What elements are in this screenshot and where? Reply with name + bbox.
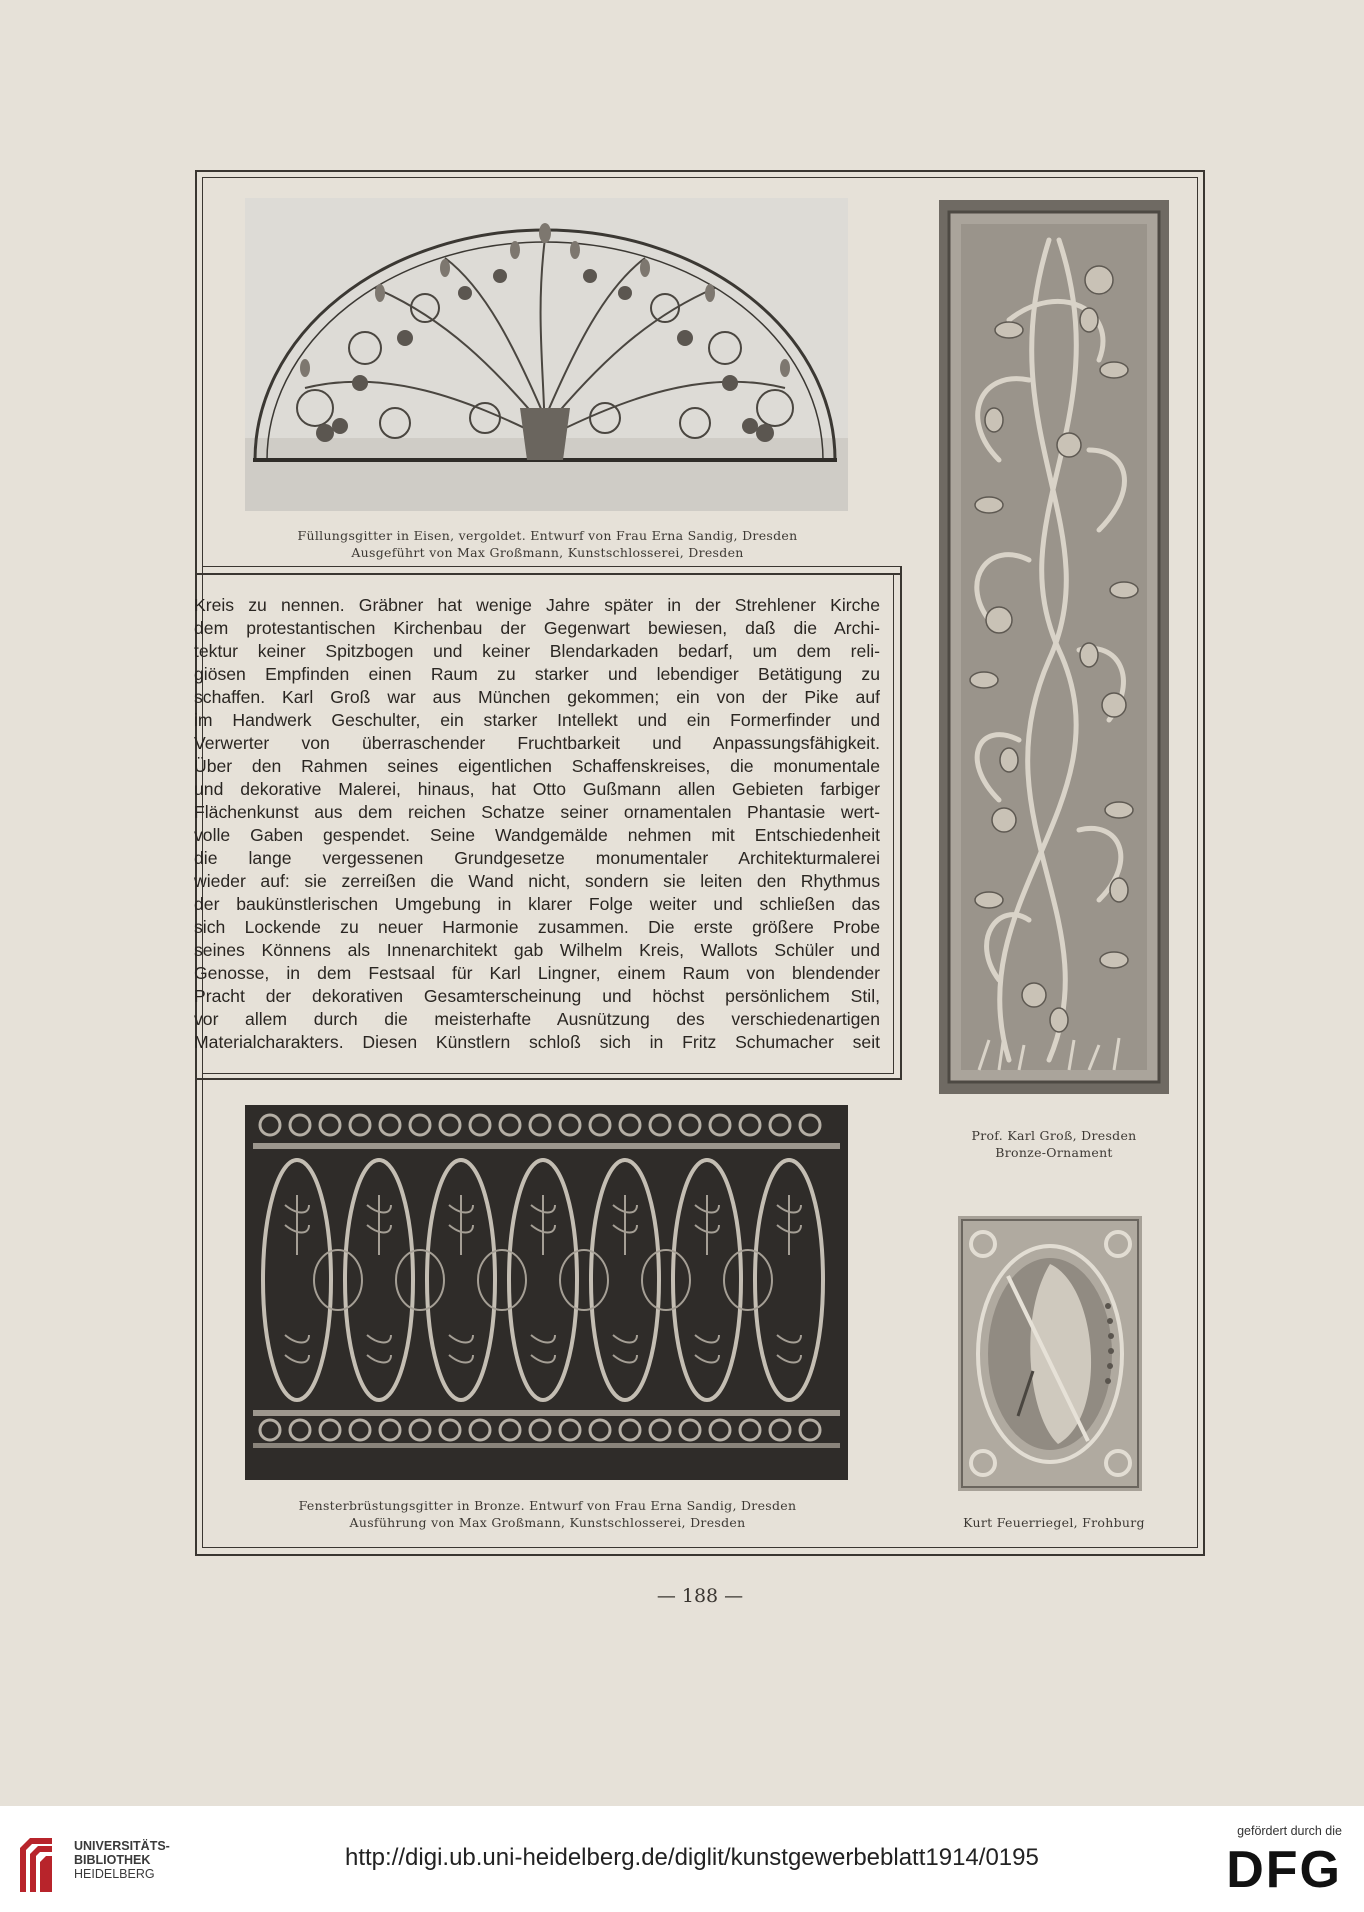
semicircle-grille-image — [245, 198, 848, 511]
bronze-caption-line-2: Bronze-Ornament — [995, 1145, 1113, 1160]
relief-caption-line-1: Kurt Feuerriegel, Frohburg — [963, 1515, 1145, 1530]
railing-photo — [245, 1105, 848, 1480]
relief-caption — [939, 1514, 1169, 1531]
article-line: dem protestantischen Kirchenbau der Gegenwart bewiesen, daß die Archi- — [194, 618, 880, 638]
article-line: seines Könnens als Innenarchitekt gab Wilhelm Kreis, Wallots Schüler und — [194, 940, 880, 960]
article-line: sich Lockende zu neuer Harmonie zusammen. Die erste größere Probe — [194, 917, 880, 937]
footer-bar — [0, 1806, 1364, 1912]
article-line: Flächenkunst aus dem reichen Schatze seiner ornamentalen Phantasie wert- — [194, 802, 880, 822]
library-name — [74, 1839, 170, 1881]
article-line: die lange vergessenen Grundgesetze monumentaler Architekturmalerei — [194, 848, 880, 868]
article-line: und dekorative Malerei, hinaus, hat Otto Gußmann allen Gebieten farbiger — [194, 779, 880, 799]
bronze-ornament-caption — [939, 1127, 1169, 1161]
ub-heidelberg-logo-icon[interactable] — [16, 1834, 56, 1896]
top-caption-line-1: Füllungsgitter in Eisen, vergoldet. Entwurf von Frau Erna Sandig, Dresden — [297, 528, 798, 543]
library-line-1: UNIVERSITÄTS- — [74, 1839, 170, 1853]
article-line: Kreis zu nennen. Gräbner hat wenige Jahre später in der Strehlener Kirche — [194, 595, 880, 615]
railing-caption-line-1: Fensterbrüstungsgitter in Bronze. Entwurf von Frau Erna Sandig, Dresden — [298, 1498, 797, 1513]
article-line: Über den Rahmen seines eigentlichen Schaffenskreises, die monumentale — [194, 756, 880, 776]
dfg-logo: DFG — [1226, 1841, 1342, 1899]
permalink-url[interactable]: http://digi.ub.uni-heidelberg.de/diglit/kunstgewerbeblatt1914/0195 — [345, 1844, 1039, 1871]
library-line-2: BIBLIOTHEK — [74, 1853, 151, 1867]
article-line: Pracht der dekorativen Gesamterscheinung und höchst persönlichem Stil, — [194, 986, 880, 1006]
bronze-ornament-image — [939, 200, 1169, 1094]
article-line: tektur keiner Spitzbogen und keiner Blendarkaden bedarf, um dem reli- — [194, 641, 880, 661]
article-line: Materialcharakters. Diesen Künstlern schloß sich in Fritz Schumacher seit — [194, 1032, 880, 1052]
article-line: volle Gaben gespendet. Seine Wandgemälde nehmen mit Entschiedenheit — [194, 825, 880, 845]
article-text — [194, 594, 880, 1054]
article-line: wieder auf: sie zerreißen die Wand nicht, sondern sie leiten den Rhythmus — [194, 871, 880, 891]
bronze-ornament-photo — [939, 200, 1169, 1094]
railing-caption-line-2: Ausführung von Max Großmann, Kunstschlosserei, Dresden — [349, 1515, 746, 1530]
article-line: Verwerter von überraschender Fruchtbarkeit und Anpassungsfähigkeit. — [194, 733, 880, 753]
library-line-3: HEIDELBERG — [74, 1867, 155, 1881]
railing-caption — [205, 1497, 890, 1531]
funding-label: gefördert durch die — [1237, 1824, 1342, 1838]
article-line: schaffen. Karl Groß war aus München gekommen; ein von der Pike auf — [194, 687, 880, 707]
article-line: der baukünstlerischen Umgebung in klarer Folge weiter und schließen das — [194, 894, 880, 914]
bronze-caption-line-1: Prof. Karl Groß, Dresden — [971, 1128, 1137, 1143]
top-figure-caption — [205, 527, 890, 561]
top-caption-line-2: Ausgeführt von Max Großmann, Kunstschlosserei, Dresden — [351, 545, 744, 560]
top-grille-photo — [245, 198, 848, 511]
article-line: Genosse, in dem Festsaal für Karl Lingner, einem Raum von blendender — [194, 963, 880, 983]
page-number: — 188 — — [656, 1585, 744, 1607]
article-line: giösen Empfinden einen Raum zu starker und lebendiger Betätigung zu — [194, 664, 880, 684]
article-line: im Handwerk Geschulter, ein starker Intellekt und ein Formerfinder und — [194, 710, 880, 730]
railing-image — [245, 1105, 848, 1480]
relief-image — [958, 1216, 1142, 1491]
article-line: vor allem durch die meisterhafte Ausnützung des verschiedenartigen — [194, 1009, 880, 1029]
relief-photo — [958, 1216, 1142, 1491]
